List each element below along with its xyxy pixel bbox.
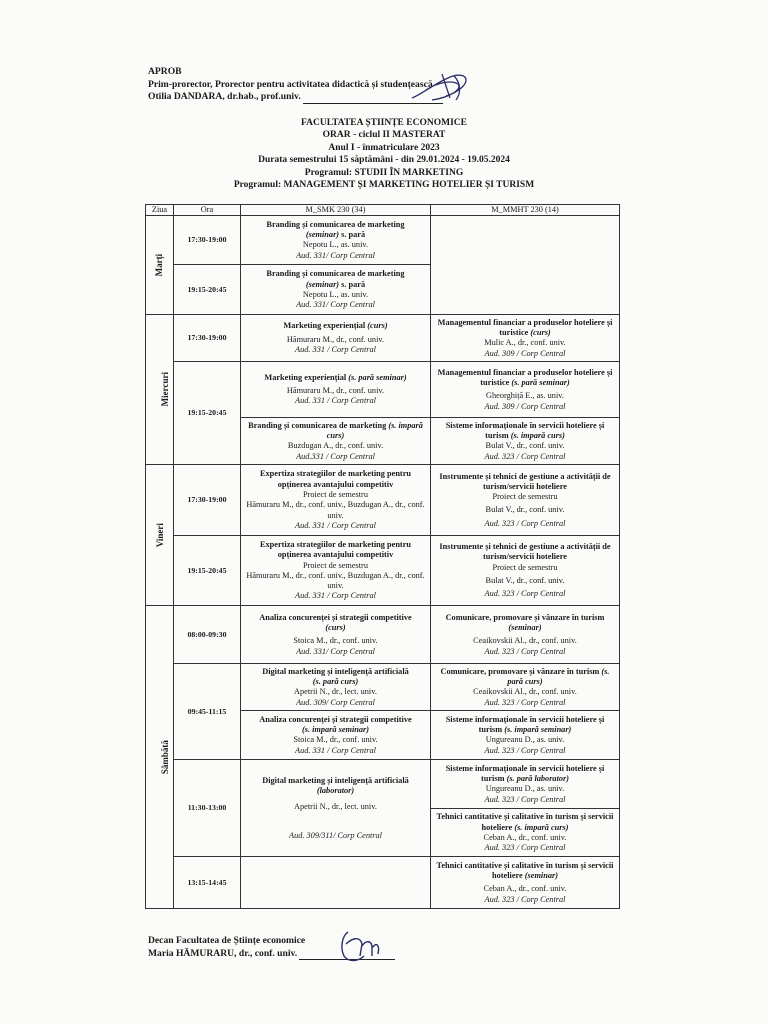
semester-duration: Durata semestrului 15 săptămâni - din 29.01.2024 - 19.05.2024: [258, 155, 510, 166]
teacher: Buzdugan A., dr., conf. univ.: [287, 441, 384, 451]
time-cell: 13:15-14:45: [174, 857, 241, 909]
class-cell: [241, 465, 431, 536]
teacher: Apetrii N., dr., lect. univ.: [294, 802, 377, 812]
project-type: Proiect de semestru: [492, 492, 558, 502]
table-row: [146, 362, 620, 418]
teacher: Ceaikovskii Al., dr., conf. univ.: [473, 687, 577, 697]
class-cell: [431, 711, 620, 760]
class-cell: [431, 418, 620, 465]
subject: Branding și comunicarea de marketing (s. impară curs): [248, 420, 423, 440]
room: Aud. 331 / Corp Central: [295, 344, 376, 354]
document-header: [0, 117, 768, 191]
class-cell: [241, 315, 431, 362]
approval-block: [148, 66, 443, 104]
class-cell: [431, 606, 620, 664]
room: Aud. 331 / Corp Central: [295, 396, 376, 406]
class-cell: [431, 664, 620, 711]
day-cell-wed: [146, 315, 174, 465]
time-cell: 17:30-19:00: [174, 216, 241, 265]
subject: Sisteme informaționale în servicii hoteliere și turism (s. impară curs): [445, 420, 605, 440]
project-type: Proiect de semestru: [303, 490, 368, 499]
room: Aud. 331/ Corp Central: [296, 300, 375, 310]
time-cell: 19:15-20:45: [174, 362, 241, 465]
day-cell-sat: [146, 606, 174, 909]
dean-name: Maria HĂMURARU, dr., conf. univ.: [148, 947, 298, 959]
subject: Analiza concurenței și strategii competitive (curs): [259, 612, 412, 632]
empty-cell: [241, 857, 431, 909]
empty-cell: [431, 216, 620, 315]
signature-image: [334, 926, 384, 966]
year-info: Anul I - înmatriculare 2023: [328, 142, 440, 153]
room: Aud. 331/ Corp Central: [296, 250, 375, 260]
room: Aud. 323 / Corp Central: [484, 646, 566, 656]
class-cell: [241, 664, 431, 711]
faculty-title: FACULTATEA ȘTIINȚE ECONOMICE: [301, 118, 467, 128]
project-type: Proiect de semestru: [303, 560, 368, 570]
teacher: Nepotu L., as. univ.: [302, 240, 369, 250]
col-header-group-b: M_MMHT 230 (14): [431, 205, 620, 216]
room: Aud. 323 / Corp Central: [484, 518, 566, 528]
teacher: Ceaikovskii Al., dr., conf. univ.: [473, 636, 577, 646]
class-cell: [431, 809, 620, 857]
room: Aud. 323 / Corp Central: [484, 894, 566, 904]
subject: Marketing experiențial (s. pară seminar): [264, 372, 407, 382]
teacher: Ungureanu D., as. univ.: [485, 735, 565, 745]
room: Aud. 331 / Corp Central: [295, 520, 376, 530]
day-cell-tue: [146, 216, 174, 315]
teacher: Ungureanu D., as. univ.: [485, 784, 565, 794]
time-cell: 19:15-20:45: [174, 536, 241, 606]
col-header-group-a: M_SMK 230 (34): [241, 205, 431, 216]
col-header-time: Ora: [174, 205, 241, 216]
subject: Managementul financiar a produselor hoteliere și turistice (curs): [437, 317, 613, 337]
teacher: Stoica M., dr., conf. univ.: [293, 636, 378, 646]
time-cell: 17:30-19:00: [174, 315, 241, 362]
table-row: [146, 857, 620, 909]
class-cell: [431, 760, 620, 809]
class-cell: [241, 711, 431, 760]
table-row: [146, 606, 620, 664]
subject: Digital marketing și inteligență artificială (s. pară curs): [262, 666, 409, 686]
subject: Sisteme informaționale în servicii hoteliere și turism (s. pară laborator): [445, 763, 605, 783]
room: Aud. 323 / Corp Central: [484, 697, 566, 707]
class-cell: [431, 536, 620, 606]
subject: Digital marketing și inteligență artificială (laborator): [262, 775, 409, 795]
room: Aud. 309 / Corp Central: [484, 401, 566, 411]
table-row: [146, 760, 620, 809]
room: Aud.331 / Corp Central: [296, 451, 375, 461]
room: Aud. 323 / Corp Central: [484, 451, 566, 461]
subject: Instrumente și tehnici de gestiune a activității de turism/servicii hoteliere: [439, 471, 611, 491]
room: Aud. 309 / Corp Central: [484, 348, 566, 358]
schedule-table: [145, 204, 620, 909]
time-cell: 08:00-09:30: [174, 606, 241, 664]
teacher: Bulat V., dr., conf. univ.: [485, 505, 565, 515]
teacher: Mulic A., dr., conf. univ.: [484, 338, 566, 348]
subject: Expertiza strategiilor de marketing pentru opținerea avantajului competitiv: [259, 469, 411, 489]
table-row: [146, 536, 620, 606]
class-cell: [241, 536, 431, 606]
schedule-title: ORAR - ciclul II MASTERAT: [322, 130, 446, 141]
room: Aud. 323 / Corp Central: [484, 843, 566, 853]
day-label: Vineri: [154, 522, 165, 547]
subject: Analiza concurenței și strategii competitive (s. impară seminar): [259, 714, 412, 734]
room: Aud. 323 / Corp Central: [484, 794, 566, 804]
program-2: Programul: MANAGEMENT ȘI MARKETING HOTELIER ȘI TURISM: [233, 180, 535, 191]
subject: Marketing experiențial (curs): [283, 321, 388, 331]
time-cell: 17:30-19:00: [174, 465, 241, 536]
subject: Tehnici cantitative și calitative în turism și servicii hoteliere (seminar): [436, 860, 614, 880]
class-cell: [431, 465, 620, 536]
teacher: Stoica M., dr., conf. univ.: [293, 735, 378, 745]
teacher: Gheorghiță E., as. univ.: [486, 391, 564, 401]
teacher: Nepotu L., as. univ.: [302, 289, 369, 299]
subject: Sisteme informaționale în servicii hoteliere și turism (s. impară seminar): [445, 714, 605, 734]
table-header-row: [146, 205, 620, 216]
room: Aud. 323 / Corp Central: [484, 745, 566, 755]
class-cell: [431, 315, 620, 362]
subject: Instrumente și tehnici de gestiune a activității de turism/servicii hoteliere: [439, 542, 611, 562]
table-row: [146, 315, 620, 362]
class-cell: [241, 265, 431, 315]
program-1: Programul: STUDII ÎN MARKETING: [304, 167, 464, 178]
teacher: Ceban A., dr., conf. univ.: [483, 832, 567, 842]
teacher: Hămuraru M., dr., conf. univ., Buzdugan A., dr., conf. univ.: [246, 500, 425, 520]
subject: Comunicare, promovare și vânzare în turism (s. pară curs): [440, 666, 610, 686]
project-type: Proiect de semestru: [492, 562, 558, 572]
class-cell: [431, 857, 620, 909]
approval-role: Prim-prorector, Prorector pentru activitatea didactică și studențească: [148, 78, 433, 90]
subject: Expertiza strategiilor de marketing pentru opținerea avantajului competitiv: [259, 539, 411, 560]
room: Aud. 309/311/ Corp Central: [289, 830, 382, 840]
subject: Managementul financiar a produselor hoteliere și turistice (s. pară seminar): [437, 367, 613, 387]
dean-title: Decan Facultatea de Științe economice: [148, 935, 306, 946]
table-row: [146, 216, 620, 265]
class-cell: [241, 418, 431, 465]
teacher: Hămuraru M., dr., conf. univ.: [286, 334, 385, 344]
day-cell-fri: [146, 465, 174, 606]
table-row: [146, 465, 620, 536]
class-cell: [241, 362, 431, 418]
approval-title: APROB: [148, 66, 182, 77]
approval-signatory: [148, 91, 443, 104]
day-label: Miercuri: [160, 372, 171, 407]
time-cell: 19:15-20:45: [174, 265, 241, 315]
teacher: Ceban A., dr., conf. univ.: [483, 884, 567, 894]
day-label: Sâmbătă: [159, 739, 170, 774]
room: Aud. 331 / Corp Central: [295, 745, 376, 755]
teacher: Bulat V., dr., conf. univ.: [485, 441, 565, 451]
col-header-day: Ziua: [146, 205, 174, 216]
class-cell: [241, 606, 431, 664]
approval-name: Otilia DANDARA, dr.hab., prof.univ.: [148, 91, 301, 102]
class-cell: [241, 216, 431, 265]
teacher: Bulat V., dr., conf. univ.: [485, 575, 565, 585]
signature-image: [408, 68, 474, 106]
table-row: [146, 664, 620, 711]
teacher: Apetrii N., dr., lect. univ.: [294, 687, 377, 697]
teacher: Hămuraru M., dr., conf. univ.: [286, 386, 385, 396]
subject: Tehnici cantitative și calitative în turism și servicii hoteliere (s. impară curs): [436, 812, 614, 832]
day-label: Marți: [154, 253, 165, 277]
teacher: Hămuraru M., dr., conf. univ., Buzdugan A., dr., conf. univ.: [246, 570, 425, 591]
time-cell: 11:30-13:00: [174, 760, 241, 857]
room: Aud. 331/ Corp Central: [296, 646, 375, 656]
class-cell: [431, 362, 620, 418]
class-cell: [241, 760, 431, 857]
room: Aud. 323 / Corp Central: [484, 589, 566, 599]
time-cell: 09:45-11:15: [174, 664, 241, 760]
subject: Branding și comunicarea de marketing (seminar) s. pară: [266, 269, 405, 289]
room: Aud. 309/ Corp Central: [296, 697, 375, 707]
subject: Comunicare, promovare și vânzare în turism (seminar): [445, 612, 605, 632]
room: Aud. 331 / Corp Central: [295, 591, 376, 601]
subject: Branding și comunicarea de marketing (seminar) s. pară: [266, 219, 405, 239]
